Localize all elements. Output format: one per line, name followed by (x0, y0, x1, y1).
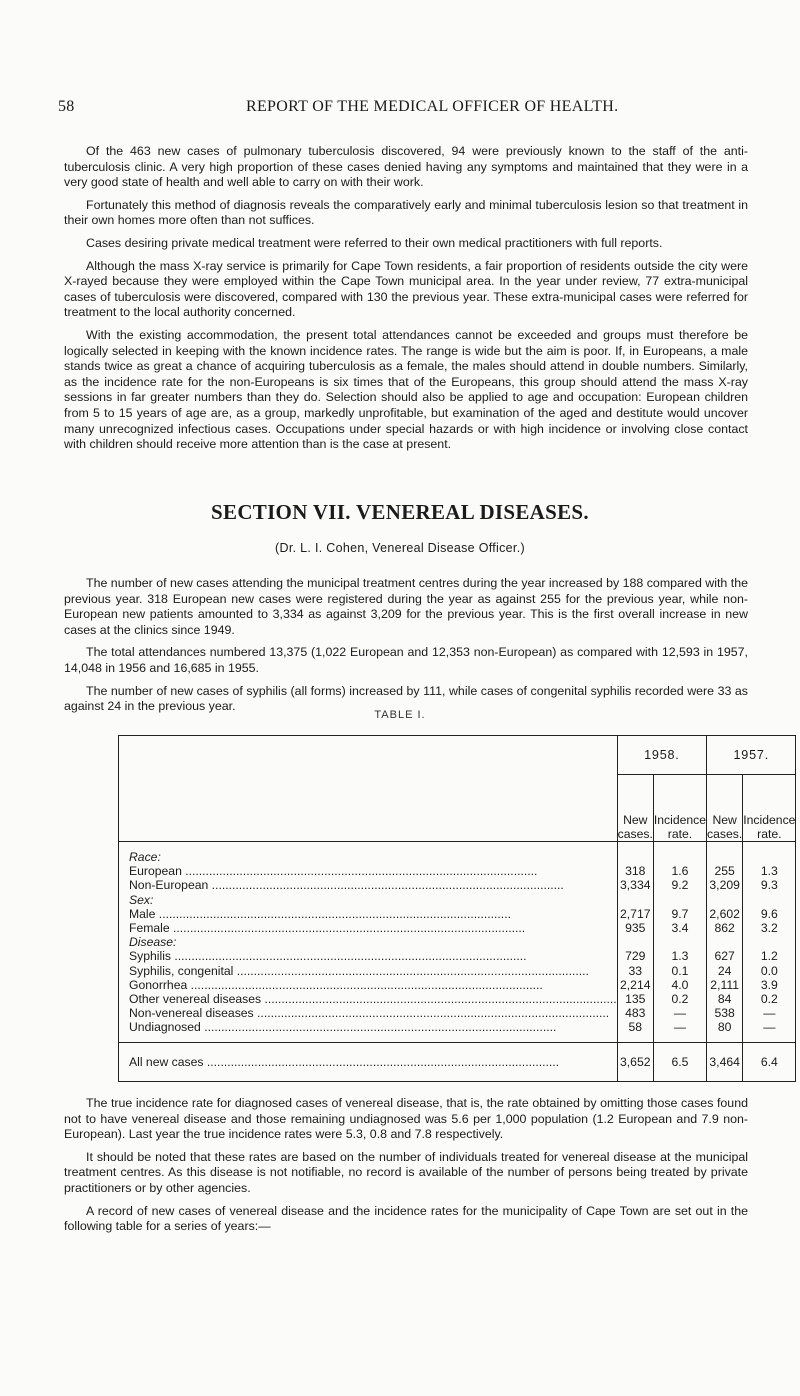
table-cell (654, 893, 706, 907)
table-row-label: Female ..... (119, 921, 617, 935)
incidence-1957-column (743, 842, 796, 1043)
table-cell: 3.2 (760, 920, 778, 935)
table-cell: 9.6 (760, 906, 778, 921)
tuberculosis-text (64, 144, 748, 460)
table-cell: — (673, 1020, 687, 1035)
table-category-label: Sex: (129, 892, 154, 907)
paragraph: The true incidence rate for diagnosed cases of venereal disease, that is, the rate obtained by omitting those cases found not to have venereal disease and those remaining undiagnosed was 5.6 per 1,000 population (1.2 European and 7.9 non-European). Last year the true incidence rates were 5.3, 0.8 and 7.8 respectively. (64, 1096, 748, 1142)
total-label: All new cases ..... (119, 1043, 618, 1082)
table-cell: 3,334 (620, 878, 651, 893)
table-row-label: Non-venereal diseases ..... (119, 1006, 617, 1020)
table-cell (618, 850, 653, 864)
table-cell: 9.2 (671, 878, 689, 893)
total-value: 3,464 (707, 1043, 743, 1082)
table-cell: 4.0 (671, 977, 689, 992)
table-cell: 2,111 (710, 977, 739, 992)
venereal-cases-table (118, 735, 796, 1082)
table-row-label: Syphilis, congenital ..... (119, 964, 617, 978)
table-cell: 1.6 (671, 864, 689, 879)
year-header: 1957. (707, 736, 796, 775)
new-cases-1958-column (617, 842, 653, 1043)
table-cell: 2,602 (709, 906, 740, 921)
table-cell (707, 850, 742, 864)
table-cell: 935 (625, 920, 646, 935)
incidence-1958-column (653, 842, 706, 1043)
table-cell: 0.2 (760, 991, 778, 1006)
label-column (119, 842, 618, 1043)
total-value: 3,652 (617, 1043, 653, 1082)
table-body-row (119, 842, 796, 1043)
table-cell: 33 (628, 963, 643, 978)
report-title: REPORT OF THE MEDICAL OFFICER OF HEALTH. (246, 98, 619, 115)
table-cell (618, 935, 653, 949)
column-header: New cases. (707, 775, 743, 842)
table-cell: 84 (717, 991, 732, 1006)
table-row-label: European ..... (119, 864, 617, 878)
total-value: 6.4 (743, 1043, 796, 1082)
total-row (119, 1043, 796, 1082)
table-cell (743, 893, 795, 907)
table-cell: 1.3 (760, 864, 778, 879)
table-cell: 0.2 (671, 991, 689, 1006)
table-cell: — (763, 1020, 776, 1035)
table-cell: 1.2 (760, 949, 778, 964)
table-row-label: Male ..... (119, 907, 617, 921)
table-cell (618, 893, 653, 907)
paragraph: The number of new cases of syphilis (all forms) increased by 111, while cases of congenital syphilis recorded were 33 as against 24 in the previous year. (64, 683, 748, 714)
table-cell: 255 (714, 864, 735, 879)
table-category-label: Race: (129, 850, 161, 864)
incidence-notes-text (64, 1096, 748, 1242)
table-cell: 58 (628, 1020, 643, 1035)
table-category-label: Disease: (129, 935, 177, 950)
year-header: 1958. (617, 736, 706, 775)
table-cell: 627 (714, 949, 735, 964)
total-value: 6.5 (653, 1043, 706, 1082)
paragraph: Cases desiring private medical treatment were referred to their own medical practitioners with full reports. (86, 235, 663, 250)
section-title: SECTION VII. VENEREAL DISEASES. (211, 500, 589, 524)
column-header: Incidence rate. (743, 775, 796, 842)
table-cell (654, 935, 706, 949)
new-cases-1957-column (707, 842, 743, 1043)
table-cell (743, 850, 795, 864)
row-label-header (119, 736, 618, 842)
table-cell: 3,209 (709, 878, 740, 893)
table-row-label: Syphilis ..... (119, 949, 617, 963)
table-row-label: Gonorrhea ..... (119, 978, 617, 992)
table-caption: TABLE I. (374, 709, 426, 721)
column-header: Incidence rate. (653, 775, 706, 842)
table-cell: 24 (717, 963, 732, 978)
paragraph: The number of new cases attending the municipal treatment centres during the year increased by 188 compared with the previous year. 318 European new cases were registered during the year as against 255 for the previous year, while non-European new patients amounted to 3,334 as against 3,209 for the previous year. This is the first overall increase in new cases at the clinics since 1949. (64, 576, 748, 637)
table-row-label: Other venereal diseases ..... (119, 992, 617, 1006)
table-cell: 9.3 (760, 878, 778, 893)
venereal-intro-text (64, 576, 748, 722)
table-row-label: Non-European ..... (119, 878, 617, 892)
table-cell: — (763, 1006, 776, 1021)
paragraph: With the existing accommodation, the present total attendances cannot be exceeded and groups must therefore be logically selected in keeping with the known incidence rates. The range is wide but the aim is poor. If, in Europeans, a male stands twice as great a chance of acquiring tuberculosis as a female, the males should attend in double numbers. Similarly, as the incidence rate for the non-Europeans is six times that of the Europeans, this group should attend the mass X-ray sessions in far greater numbers than they do. Selection should also be applied to age and occupation: European children from 5 to 15 years of age are, as a group, markedly unprofitable, but examination of the aged and destitute would uncover many unrecognized infectious cases. Occupations under special hazards or with high incidence or involving close contact with children should receive more attention than is the case at present. (64, 327, 748, 452)
table-cell: 2,717 (620, 906, 651, 921)
table-cell: 2,214 (620, 977, 651, 992)
table-cell (743, 935, 795, 949)
table-cell: 483 (625, 1006, 646, 1021)
table-cell: 135 (625, 991, 646, 1006)
page-number: 58 (58, 98, 75, 115)
paragraph: A record of new cases of venereal disease and the incidence rates for the municipality of Cape Town are set out in the following table for a series of years:— (64, 1203, 748, 1234)
table-cell: — (673, 1006, 687, 1021)
paragraph: Although the mass X-ray service is primarily for Cape Town residents, a fair proportion of residents outside the city were X-rayed because they were employed within the Cape Town municipal area. In the year under review, 77 extra-municipal cases of tuberculosis were discovered, compared with 130 the previous year. These extra-municipal cases were referred for treatment to the local authority concerned. (64, 258, 748, 320)
year-header-row (119, 736, 796, 775)
table-cell: 318 (625, 864, 646, 879)
section-author: (Dr. L. I. Cohen, Venereal Disease Officer.) (275, 541, 525, 555)
paragraph: Of the 463 new cases of pulmonary tuberculosis discovered, 94 were previously known to the staff of the anti-tuberculosis clinic. A very high proportion of these cases denied having any symptoms and maintained that they were in a very good state of health and well able to carry on with their work. (64, 144, 748, 190)
column-header: New cases. (617, 775, 653, 842)
table-cell (707, 935, 742, 949)
table-cell: 0.1 (671, 963, 689, 978)
paragraph: Fortunately this method of diagnosis reveals the comparatively early and minimal tuberculosis lesion so that treatment in their own homes more often than not suffices. (64, 197, 748, 228)
table-cell: 80 (717, 1020, 732, 1035)
paragraph: It should be noted that these rates are based on the number of individuals treated for venereal disease at the municipal treatment centres. As this disease is not notifiable, no record is available of the number of persons being treated by private practitioners or by other agencies. (64, 1149, 748, 1195)
table-cell: 3.4 (671, 920, 689, 935)
table-cell: 862 (714, 920, 735, 935)
table-cell: 1.3 (671, 949, 689, 964)
table-cell: 3.9 (760, 977, 778, 992)
table-cell (707, 893, 742, 907)
table-row-label: Undiagnosed ..... (119, 1020, 617, 1034)
table-cell: 729 (625, 949, 646, 964)
table-cell: 9.7 (671, 906, 689, 921)
paragraph: The total attendances numbered 13,375 (1,022 European and 12,353 non-European) as compared with 12,593 in 1957, 14,048 in 1956 and 16,685 in 1955. (64, 645, 748, 675)
table-cell: 0.0 (760, 963, 778, 978)
table-cell: 538 (714, 1006, 735, 1021)
table-cell (654, 850, 706, 864)
